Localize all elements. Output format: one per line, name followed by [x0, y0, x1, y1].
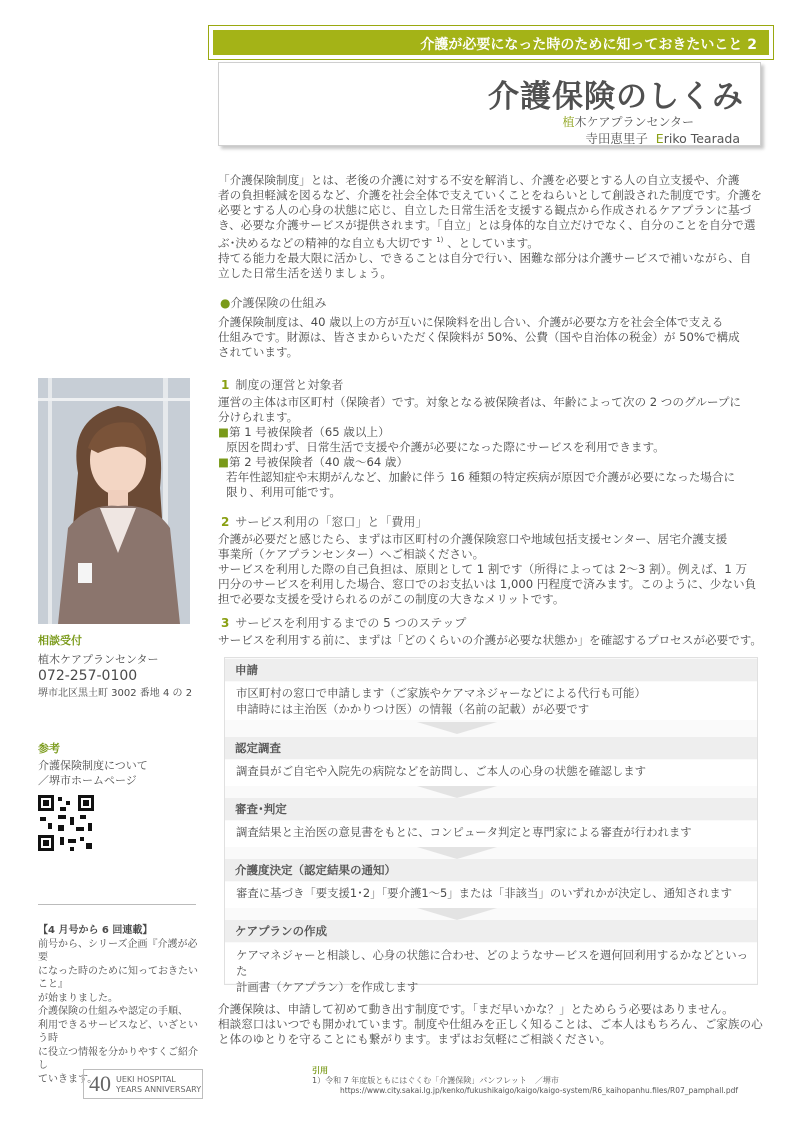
- section-3: [218, 616, 763, 648]
- group-2-label-text: 第 2 号被保険者（40 歳～64 歳）: [228, 455, 409, 469]
- contact-heading: 相談受付: [38, 634, 82, 647]
- down-arrow-icon: [417, 908, 497, 920]
- mechanism-line: されています。: [218, 345, 299, 359]
- section-1: [218, 378, 763, 500]
- group-2-text: 限り、利用可能です。: [226, 485, 342, 499]
- page-title: 介護保険のしくみ: [488, 79, 744, 115]
- step-text: [225, 682, 757, 720]
- intro-line: 持てる能力を最大限に活かし、できることは自分で行い、困難な部分は介護サービスで補いながら、自: [218, 250, 752, 265]
- series-note-line: になった時のために知っておきたいこと』: [38, 965, 198, 990]
- step-text-line: ケアマネジャーと相談し、心身の状態に合わせ、どのようなサービスを週何回利用するかなどといった: [236, 948, 749, 978]
- reference-block: [38, 741, 198, 788]
- series-banner: [208, 25, 774, 60]
- section-3-line: サービスを利用する前に、まずは「どのくらいの介護が必要な状態か」を確認するプロセスが必要です。: [218, 633, 762, 647]
- footnote-line: 1）令和 7 年度版ともにはぐくむ「介護保険」パンフレット ／堺市: [312, 1076, 559, 1085]
- author-roman-initial: E: [655, 131, 664, 146]
- group-1-label: [218, 425, 763, 440]
- intro-line: き、必要な介護サービスが提供されます。「自立」とは身体的な自立だけでなく、自分のことを自分で選: [218, 218, 756, 232]
- author-name-jp: 寺田恵里子: [585, 131, 648, 146]
- contact-phone[interactable]: 072-257-0100: [38, 668, 138, 684]
- intro-line-5a: ぶ･決めるなどの精神的な自立も大切です: [218, 235, 433, 250]
- step-text-line: 審査に基づき「要支援1･2」「要介護1～5」または「非該当」のいずれかが決定し、通知されます: [236, 886, 733, 900]
- section-2-title: サービス利用の「窓口」と「費用」: [235, 515, 428, 529]
- section-2: [218, 515, 763, 607]
- square-bullet-icon: ■: [218, 455, 229, 469]
- section-1-heading: [221, 378, 763, 393]
- step-title: 申請: [225, 659, 757, 681]
- author-org-rest: 木ケアプランセンター: [574, 115, 694, 129]
- intro-line: 「介護保険制度」とは、老後の介護に対する不安を解消し、介護を必要とする人の自立支援や、介護: [218, 173, 740, 187]
- section-number: 3: [221, 616, 230, 630]
- anniversary-logo: [83, 1069, 203, 1099]
- author-org-initial: 植: [562, 115, 575, 129]
- series-note-line: 利用できるサービスなど、いざという時: [38, 1019, 198, 1044]
- section-1-title: 制度の運営と対象者: [235, 378, 344, 392]
- group-2-text: 若年性認知症や末期がんなど、加齢に伴う 16 種類の特定疾病が原因で介護が必要になった場合に: [226, 470, 736, 484]
- closing-line: 介護保険は、申請して初めて動き出す制度です。「まだ早いかな？」とためらう必要はありません。: [218, 1002, 734, 1016]
- contact-block: [38, 633, 198, 701]
- step-text-line: 調査結果と主治医の意見書をもとに、コンピュータ判定と専門家による審査が行われます: [236, 825, 692, 839]
- group-1-text: 原因を問わず、日常生活で支援や介護が必要になった際にサービスを利用できます。: [226, 440, 665, 454]
- section-3-heading: [221, 616, 763, 631]
- section-3-title: サービスを利用するまでの 5 つのステップ: [235, 616, 467, 630]
- step-text-line: 調査員がご自宅や入院先の病院などを訪問し、ご本人の心身の状態を確認します: [236, 764, 647, 778]
- series-note-heading: 【4 月号から 6 回連載】: [38, 925, 153, 936]
- down-arrow-icon: [417, 722, 497, 734]
- qr-code[interactable]: [36, 793, 96, 853]
- footnote-heading: 引用: [312, 1066, 328, 1075]
- step-text-line: 市区町村の窓口で申請します（ご家族やケアマネジャーなどによる代行も可能）: [236, 686, 646, 700]
- contact-org: 植木ケアプランセンター: [38, 653, 159, 666]
- group-1-label-text: 第 1 号被保険者（65 歳以上）: [228, 425, 390, 439]
- step-text-line: 計画書（ケアプラン）を作成します: [236, 980, 419, 994]
- step-text: [225, 943, 757, 994]
- step-text: [225, 821, 757, 847]
- mechanism-heading: [220, 296, 763, 311]
- closing-line: と体のゆとりを守ることにも繋がります。まずはお気軽にご相談ください。: [218, 1032, 612, 1046]
- step-title: 介護度決定（認定結果の通知）: [225, 859, 757, 881]
- section-1-line: 分けられます。: [218, 410, 299, 424]
- step-title: 認定調査: [225, 737, 757, 759]
- series-note: [38, 924, 198, 1086]
- down-arrow-icon: [417, 786, 497, 798]
- intro-line-5b: 、としています。: [447, 235, 539, 250]
- title-box: [218, 62, 761, 146]
- footnote-url[interactable]: https://www.city.sakai.lg.jp/kenko/fukushikaigo/kaigo/kaigo-system/R6_kaihopanhu.files/R07_pamphall.pdf: [340, 1086, 738, 1095]
- series-note-line: に役立つ情報を分かりやすくご紹介し: [38, 1046, 198, 1071]
- intro-line: [218, 233, 763, 251]
- section-2-line: 介護が必要だと感じたら、まずは市区町村の介護保険窓口や地域包括支援センター、居宅介護支援: [218, 532, 728, 546]
- closing-paragraph: [218, 1002, 763, 1047]
- contact-address: 堺市北区黒土町 3002 番地 4 の 2: [38, 688, 193, 699]
- section-2-line: 円分のサービスを利用した場合、窓口でのお支払いは 1,000 円程度で済みます。このように、少ない負: [218, 577, 757, 591]
- author-roman-rest: riko Tearada: [663, 131, 740, 146]
- square-bullet-icon: ■: [218, 425, 229, 439]
- intro-line: 立した日常生活を送りましょう。: [218, 265, 392, 280]
- section-number: 1: [221, 378, 230, 392]
- step-title: 審査･判定: [225, 798, 757, 820]
- author-org: [562, 113, 694, 130]
- care-manager-illustration: [38, 378, 190, 624]
- series-note-line: 介護保険の仕組みや認定の手順、: [38, 1006, 188, 1017]
- closing-line: 相談窓口はいつでも開かれています。制度や仕組みを正しく知ることは、ご本人はもちろん、ご家族の心: [218, 1017, 763, 1031]
- intro-paragraph: [218, 173, 763, 281]
- series-note-line: ていきます。: [38, 1073, 98, 1085]
- footnote: [312, 1066, 738, 1096]
- series-note-line: 前号から、シリーズ企画『介護が必要: [38, 938, 198, 963]
- series-note-line: が始まりました。: [38, 992, 118, 1004]
- logo-line: YEARS ANNIVERSARY: [116, 1085, 202, 1094]
- divider: [38, 904, 196, 905]
- step-title: ケアプランの作成: [225, 920, 757, 942]
- group-2-label: [218, 455, 763, 470]
- intro-line: 必要とする人の心身の状態に応じ、自立した日常生活を支援する観点から作成されるケアプランに基づ: [218, 203, 752, 217]
- footnote-marker: 1): [436, 236, 444, 244]
- bullet-icon: ●: [220, 296, 231, 310]
- mechanism-line: 介護保険制度は、40 歳以上の方が互いに保険料を出し合い、介護が必要な方を社会全体で支える: [218, 315, 724, 329]
- series-title: 介護が必要になった時のために知っておきたいこと 2: [213, 30, 769, 55]
- mechanism-heading-text: 介護保険の仕組み: [230, 296, 327, 310]
- mechanism-line: 仕組みです。財源は、皆さまからいただく保険料が 50%、公費（国や自治体の税金）が 50%で構成: [218, 330, 740, 344]
- step-text: [225, 760, 757, 786]
- section-2-line: サービスを利用した際の自己負担は、原則として 1 割です（所得によっては 2～3 割）。例えば、1 万: [218, 562, 748, 576]
- section-1-line: 運営の主体は市区町村（保険者）です。対象となる被保険者は、年齢によって次の 2 つのグループに: [218, 395, 742, 409]
- section-number: 2: [221, 515, 230, 529]
- steps-panel: [224, 657, 758, 994]
- step-text: [225, 882, 757, 908]
- mechanism-section: [218, 296, 763, 360]
- reference-heading: 参考: [38, 742, 60, 755]
- step-text-line: 申請時には主治医（かかりつけ医）の情報（名前の記載）が必要です: [236, 702, 590, 716]
- section-2-line: 担で必要な支援を受けられるのがこの制度の大きなメリットです。: [218, 592, 565, 606]
- section-2-line: 事業所（ケアプランセンター）へご相談ください。: [218, 547, 485, 561]
- reference-line: 介護保険制度について: [38, 759, 148, 772]
- author-name: [585, 129, 740, 147]
- down-arrow-icon: [417, 847, 497, 859]
- reference-line: ／堺市ホームページ: [38, 774, 137, 787]
- logo-number: 40: [89, 1071, 111, 1096]
- logo-line: UEKI HOSPITAL: [116, 1075, 176, 1084]
- section-2-heading: [221, 515, 763, 530]
- intro-line: 者の負担軽減を図るなど、介護を社会全体で支えていくことをねらいとして創設された制度です。介護を: [218, 188, 762, 202]
